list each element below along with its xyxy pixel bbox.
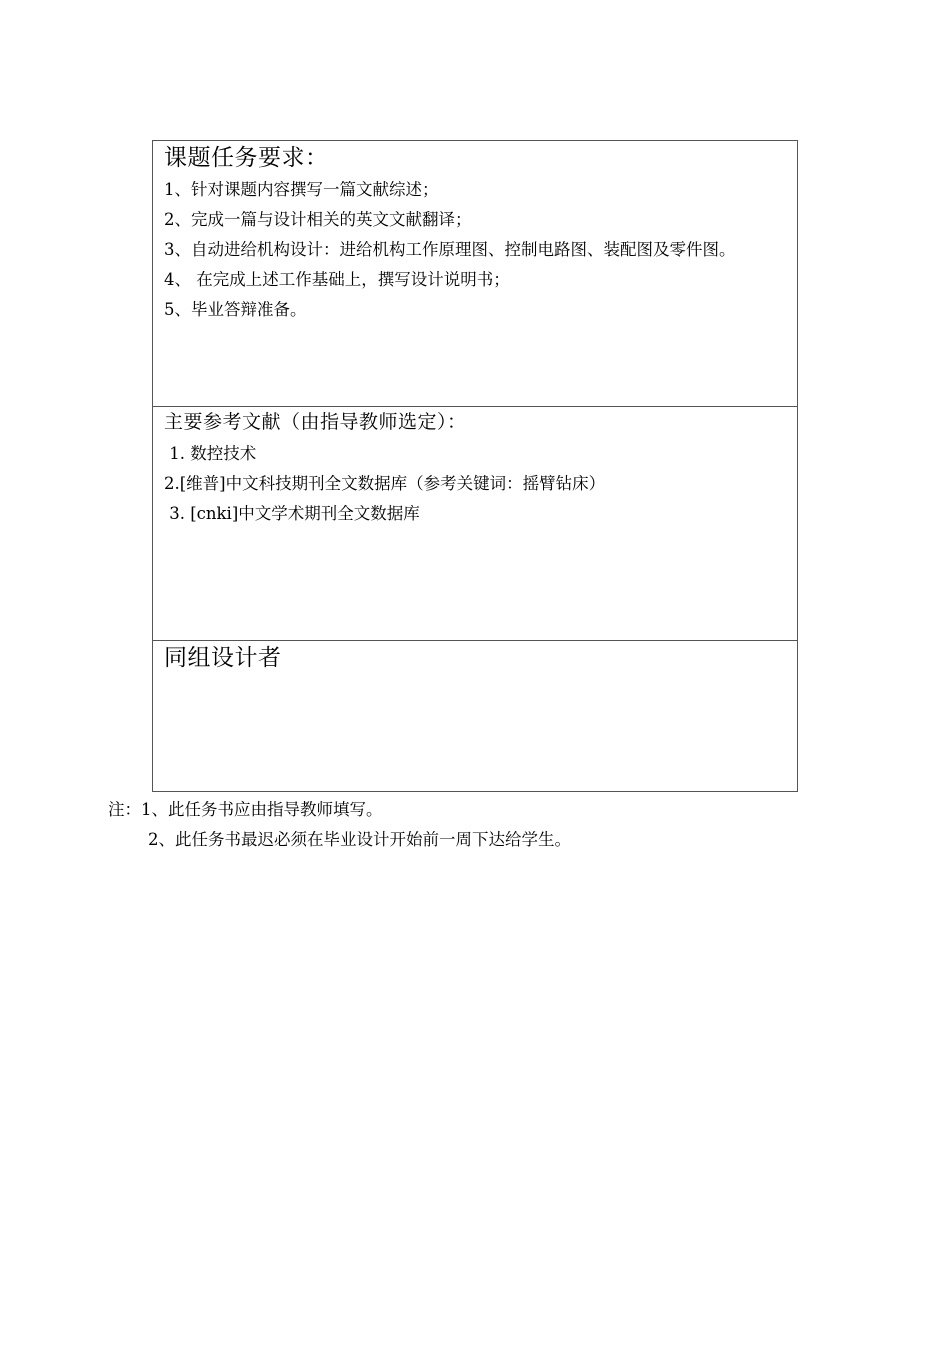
references-section xyxy=(153,406,797,640)
requirements-heading: 课题任务要求： xyxy=(164,145,329,171)
group-designers-heading: 同组设计者 xyxy=(164,645,282,671)
notes-block xyxy=(108,795,571,855)
reference-item-3: 3. [cnki]中文学术期刊全文数据库 xyxy=(164,504,420,523)
requirement-item-2: 2、完成一篇与设计相关的英文文献翻译； xyxy=(164,210,472,229)
requirement-item-5: 5、毕业答辩准备。 xyxy=(164,300,307,319)
task-form-table xyxy=(152,140,798,792)
requirement-item-4: 4、 在完成上述工作基础上，撰写设计说明书； xyxy=(164,270,510,289)
reference-item-2: 2.[维普]中文科技期刊全文数据库（参考关键词：摇臂钻床） xyxy=(164,474,606,493)
reference-item-1: 1. 数控技术 xyxy=(164,444,257,463)
references-heading: 主要参考文献（由指导教师选定）： xyxy=(164,411,467,433)
requirement-item-1: 1、针对课题内容撰写一篇文献综述； xyxy=(164,180,439,199)
note-line-1: 注：1、此任务书应由指导教师填写。 xyxy=(108,800,383,819)
requirement-item-3: 3、自动进给机构设计：进给机构工作原理图、控制电路图、装配图及零件图。 xyxy=(164,240,736,259)
note-line-2: 2、此任务书最迟必须在毕业设计开始前一周下达给学生。 xyxy=(148,830,571,849)
group-designers-section xyxy=(153,640,797,791)
requirements-section xyxy=(153,141,797,406)
